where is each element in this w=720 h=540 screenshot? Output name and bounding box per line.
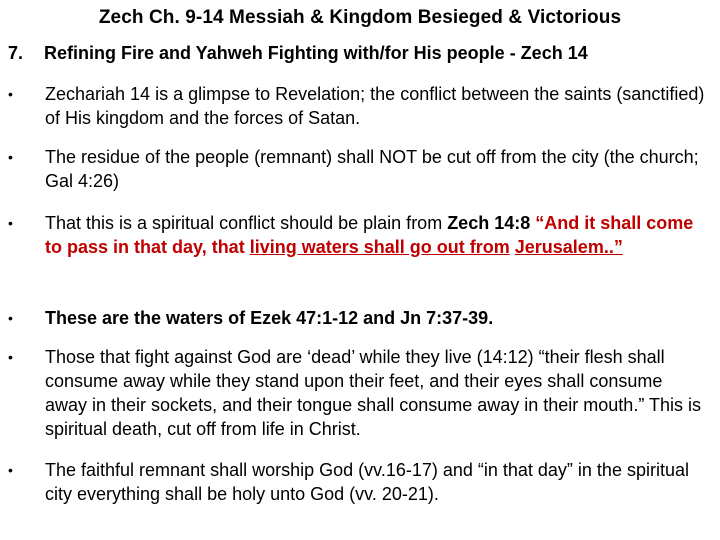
bullet-text: The residue of the people (remnant) shall NOT be cut off from the city (the church; Gal 4:26) [45, 147, 699, 191]
bullet-text: The faithful remnant shall worship God (vv.16-17) and “in that day” in the spiritual city everything shall be holy unto God (vv. 20-21). [45, 460, 689, 504]
scripture-reference: Zech 14:8 [447, 213, 531, 233]
bullet-marker: • [8, 215, 13, 231]
bullet-text [45, 211, 708, 259]
bullet-marker: • [8, 349, 13, 365]
scripture-quote-underlined: living waters shall go out from [249, 237, 510, 257]
scripture-quote-underlined-end: Jerusalem..” [514, 237, 623, 257]
bullet-text: Those that fight against God are ‘dead’ while they live (14:12) “their flesh shall consume away while they stand upon their feet, and their eyes shall consume away in their sockets, and their tongue shall consume away in their mouth.” This is spiritual death, cut off from life in Christ. [45, 347, 701, 439]
bullet-text-plain: That this is a spiritual conflict should be plain from [45, 213, 448, 233]
scripture-quote: “And it shall come to pass in that day, that [45, 213, 694, 257]
bullet-marker: • [8, 149, 13, 165]
bullet-text: Zechariah 14 is a glimpse to Revelation; the conflict between the saints (sanctified) of His kingdom and the forces of Satan. [45, 84, 705, 128]
bullet-marker: • [8, 310, 13, 326]
bullet-text: These are the waters of Ezek 47:1-12 and Jn 7:37-39. [45, 308, 494, 328]
bullet-marker: • [8, 462, 13, 478]
section-number: 7. [8, 43, 24, 63]
bullet-marker: • [8, 86, 13, 102]
section-heading-text: Refining Fire and Yahweh Fighting with/for His people - Zech 14 [44, 43, 588, 63]
slide-title: Zech Ch. 9-14 Messiah & Kingdom Besieged & Victorious [98, 7, 622, 28]
